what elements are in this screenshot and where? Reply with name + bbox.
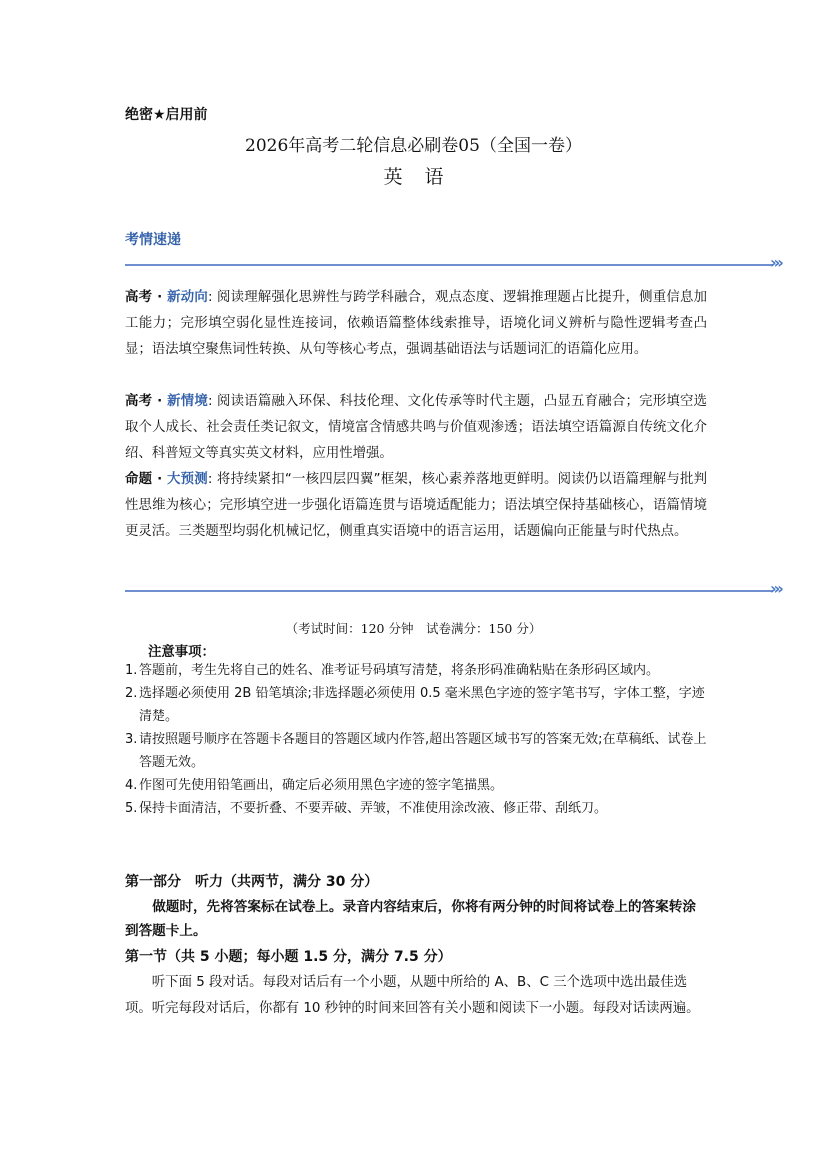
overview-heading: 考情速递: [125, 232, 181, 248]
block-label: 高考 ·: [125, 394, 168, 409]
exam-title: 2026年高考二轮信息必刷卷05（全国一卷）: [245, 136, 582, 156]
list-item: 1. 答题前，考生先将自己的姓名、准考证号码填写清楚，将条形码准确粘贴在条形码区域内。: [125, 663, 660, 678]
top-divider: [125, 264, 773, 266]
block-text: : 阅读理解强化思辨性与跨学科融合，观点态度、逻辑推理题占比提升，侧重信息加工能力；完形填空弱化显性连接词，依赖语篇整体线索推导，语境化词义辨析与隐性逻辑考查凸显；语法填空聚焦词性转换、从句等核心考点，强调基础语法与话题词汇的语篇化应用。: [125, 290, 707, 357]
section-one-description: 听下面 5 段对话。每段对话后有一个小题，从题中所给的 A、B、C 三个选项中选出最佳选项。听完每段对话后，你都有 10 秒钟的时间来回答有关小题和阅读下一小题。每段对话读两遍。: [125, 975, 700, 1016]
part-one-title: 第一部分 听力（共两节，满分 30 分）: [125, 874, 379, 890]
bottom-divider: [125, 590, 773, 592]
overview-block-2: [125, 389, 707, 467]
block-tag: 新动向: [167, 290, 208, 305]
notice-list: [125, 659, 707, 820]
overview-block-1: [125, 285, 707, 363]
block-tag: 大预测: [167, 472, 208, 487]
overview-block-3: [125, 467, 707, 545]
list-item: 3. 请按照题号顺序在答题卡各题目的答题区域内作答,超出答题区域书写的答案无效;在草稿纸、试卷上答题无效。: [125, 732, 707, 770]
subject-title: 英语: [383, 166, 466, 188]
notice-title: 注意事项：: [148, 645, 215, 660]
block-text: : 将持续紧扣“一核四层四翼”框架，核心素养落地更鲜明。阅读仍以语篇理解与批判性思维为核心；完形填空进一步强化语篇连贯与语境适配能力；语法填空保持基础核心，语篇情境更灵活。三类题型均弱化机械记忆，侧重真实语境中的语言运用，话题偏向正能量与时代热点。: [125, 472, 708, 539]
block-tag: 新情境: [167, 394, 208, 409]
block-text: : 阅读语篇融入环保、科技伦理、文化传承等时代主题，凸显五育融合；完形填空选取个人成长、社会责任类记叙文，情境富含情感共鸣与价值观渗透；语法填空语篇源自传统文化介绍、科普短文等真实英文材料，应用性增强。: [125, 394, 707, 461]
list-item: 2. 选择题必须使用 2B 铅笔填涂;非选择题必须使用 0.5 毫米黑色字迹的签字笔书写，字体工整，字迹清楚。: [125, 686, 705, 724]
exam-time-info: （考试时间：120 分钟 试卷满分：150 分）: [285, 621, 542, 636]
block-label: 高考 ·: [125, 290, 168, 305]
list-item: 5. 保持卡面清洁，不要折叠、不要弄破、弄皱，不准使用涂改液、修正带、刮纸刀。: [125, 801, 608, 816]
confidential-label: 绝密★启用前: [125, 107, 208, 123]
part-one-description: 做题时，先将答案标在试卷上。录音内容结束后，你将有两分钟的时间将试卷上的答案转涂到答题卡上。: [125, 899, 696, 939]
list-item: 4. 作图可先使用铅笔画出，确定后必须用黑色字迹的签字笔描黑。: [125, 778, 504, 793]
section-one-title: 第一节（共 5 小题；每小题 1.5 分，满分 7.5 分）: [125, 949, 452, 965]
chevron-right-icon: ›››: [770, 579, 781, 598]
block-label: 命题 ·: [125, 472, 168, 487]
chevron-right-icon: ›››: [770, 253, 781, 272]
